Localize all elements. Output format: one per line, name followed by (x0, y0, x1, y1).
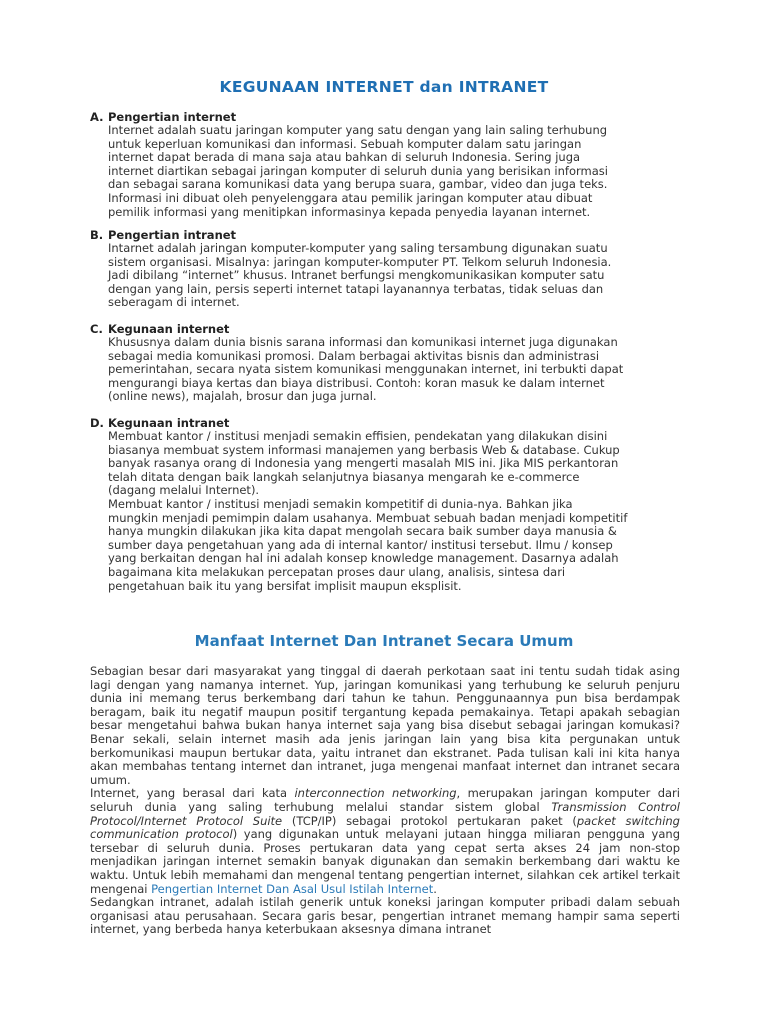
paragraph-text: , merupakan jaringan komputer dari seluruh dunia yang saling terhubung melalui standar sistem global (90, 786, 680, 814)
section-heading (90, 228, 690, 242)
section-letter: C. (90, 322, 103, 336)
document-title: KEGUNAAN INTERNET dan INTRANET (219, 78, 549, 96)
section-heading (90, 110, 690, 124)
italic-term: Transmission Control Protocol/Internet Protocol Suite (90, 799, 680, 828)
paragraph-text: Internet, yang berasal dari kata (90, 786, 295, 801)
section-heading (90, 416, 690, 430)
article-title: Manfaat Internet Dan Intranet Secara Umum (194, 632, 574, 650)
paragraph-text: (TCP/IP) sebagai protokol pertukaran paket ( (282, 813, 577, 828)
section-kegunaan-internet (90, 322, 690, 404)
italic-term: packet switching communication protocol (90, 813, 680, 842)
section-letter: D. (90, 416, 104, 430)
article-paragraph-1: Sebagian besar dari masyarakat yang tinggal di daerah perkotaan saat ini tentu sudah tidak asing lagi dengan yang namanya internet. Yup, jaringan komunikasi yang terhubung ke seluruh penjuru dunia ini memang terus berkembang dari tahun ke tahun. Penggunaannya pun bisa berdampak beragam, baik itu negatif maupun positif tergantung kepada pemakainya. Tetapi apakah sebagian besar mengetahui bahwa bukan hanya internet saja yang bisa disebut sebagai jaringan komukasi? Benar sekali, selain internet masih ada jenis jaringan lain yang bisa kita pergunakan untuk berkomunikasi maupun bertukar data, yaitu intranet dan ekstranet. Pada tulisan kali ini kita hanya akan membahas tentang internet dan intranet, juga mengenai manfaat internet dan intranet secara umum. (90, 664, 680, 787)
section-body: Khususnya dalam dunia bisnis sarana informasi dan komunikasi internet juga digunakan sebagai media komunikasi promosi. Dalam berbagai aktivitas bisnis dan administrasi pemerintahan, secara nyata sistem komunikasi menggunakan internet, ini terbukti dapat mengurangi biaya kertas dan biaya distribusi. Contoh: koran masuk ke dalam internet (online news), majalah, brosur dan juga jurnal. (108, 335, 624, 404)
section-letter: B. (90, 228, 104, 242)
article-body (90, 665, 680, 937)
section-heading-text: Kegunaan internet (108, 322, 230, 336)
section-pengertian-intranet (90, 228, 690, 310)
paragraph-text: . (433, 881, 437, 896)
article-paragraph-2 (90, 787, 680, 896)
section-heading-text: Kegunaan intranet (108, 416, 230, 430)
paragraph-text: ) yang digunakan untuk melayani jutaan hingga miliaran pengguna yang tersebar di seluruh dunia. Proses pertukaran data yang cepat serta akses 24 jam non-stop menjadikan jaringan internet semakin banyak digunakan dan semakin berkembang dari waktu ke waktu. Untuk lebih memahami dan mengenal tentang pengertian internet, silahkan cek artikel terkait mengenai (90, 827, 680, 896)
related-article-link[interactable]: Pengertian Internet Dan Asal Usul Istilah Internet (151, 881, 434, 896)
section-letter: A. (90, 110, 104, 124)
article-paragraph-3: Sedangkan intranet, adalah istilah generik untuk koneksi jaringan komputer pribadi dalam sebuah organisasi atau perusahaan. Secara garis besar, pengertian intranet memang hampir sama seperti internet, yang berbeda hanya keterbukaan aksesnya dimana intranet (90, 895, 680, 937)
section-heading-text: Pengertian internet (108, 110, 237, 124)
section-heading-text: Pengertian intranet (108, 228, 237, 242)
section-pengertian-internet (90, 110, 690, 219)
section-body: Internet adalah suatu jaringan komputer yang satu dengan yang lain saling terhubung untuk keperluan komunikasi dan informasi. Sebuah komputer dalam satu jaringan internet dapat berada di mana saja atau bahkan di seluruh Indonesia. Sering juga internet diartikan sebagai jaringan komputer di seluruh dunia yang berisikan informasi dan sebagai sarana komunikasi data yang berupa suara, gambar, video dan juga teks. Informasi ini dibuat oleh penyelenggara atau pemilik jaringan komputer atau dibuat pemilik informasi yang menitipkan informasinya kepada penyedia layanan internet. (108, 123, 608, 219)
section-heading (90, 322, 690, 336)
section-kegunaan-intranet (90, 416, 690, 593)
section-body: Membuat kantor / institusi menjadi semakin effisien, pendekatan yang dilakukan disini biasanya membuat system informasi manajemen yang berbasis Web & database. Cukup banyak rasanya orang di Indonesia yang mengerti masalah MIS ini. Jika MIS perkantoran telah ditata dengan baik langkah selanjutnya biasanya mengarah ke e-commerce (dagang melalui Internet). Membuat kantor / institusi menjadi semakin kompetitif di dunia-nya. Bahkan jika mungkin menjadi pemimpin dalam usahanya. Membuat sebuah badan menjadi kompetitif hanya mungkin dilakukan jika kita dapat mengolah secara baik sumber daya manusia & sumber daya pengetahuan yang ada di internal kantor/ institusi tersebut. Ilmu / konsep yang berkaitan dengan hal ini adalah konsep knowledge management. Dasarnya adalah bagaimana kita melakukan percepatan proses daur ulang, analisis, sintesa dari pengetahuan baik itu yang bersifat implisit maupun eksplisit. (108, 429, 628, 593)
italic-term: interconnection networking (294, 786, 457, 801)
section-body: Intarnet adalah jaringan komputer-komputer yang saling tersambung digunakan suatu sistem organisasi. Misalnya: jaringan komputer-komputer PT. Telkom seluruh Indonesia. Jadi dibilang “internet” khusus. Intranet berfungsi mengkomunikasikan komputer satu dengan yang lain, persis seperti internet tatapi layanannya terbatas, tidak seluas dan seberagam di internet. (108, 241, 612, 310)
